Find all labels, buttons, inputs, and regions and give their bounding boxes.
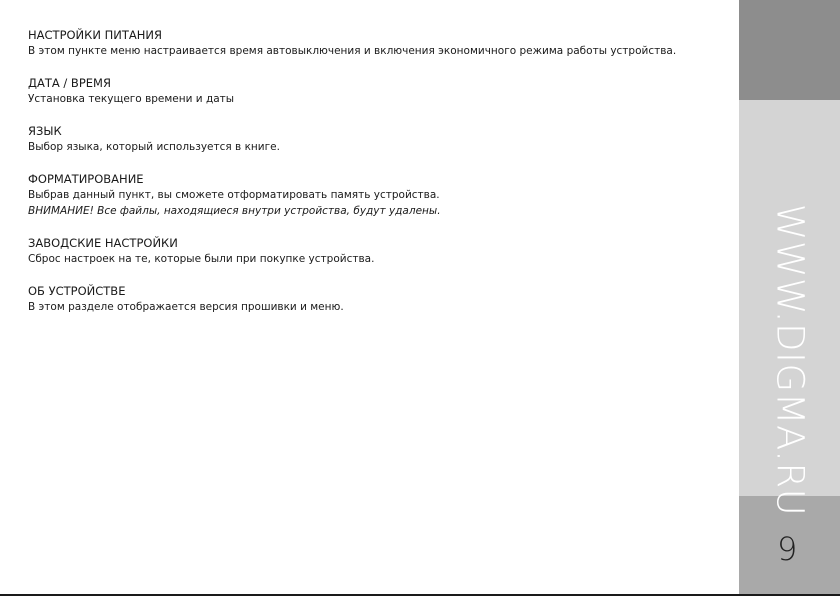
manual-content: [28, 28, 728, 332]
page-number: 9: [777, 530, 798, 568]
section-heading: ЗАВОДСКИЕ НАСТРОЙКИ: [28, 236, 178, 250]
section-heading: ОБ УСТРОЙСТВЕ: [28, 284, 126, 298]
section-heading: ФОРМАТИРОВАНИЕ: [28, 172, 144, 186]
section-text: Выбрав данный пункт, вы сможете отформатировать память устройства.: [28, 189, 440, 201]
section-language: [28, 124, 728, 155]
section-about-device: [28, 284, 728, 315]
warning-text: ВНИМАНИЕ! Все файлы, находящиеся внутри устройства, будут удалены.: [28, 205, 441, 217]
section-text: Сброс настроек на те, которые были при покупке устройства.: [28, 253, 375, 265]
page-sidebar: [739, 0, 840, 596]
section-text: Установка текущего времени и даты: [28, 93, 235, 105]
sidebar-band-top: [739, 0, 840, 100]
section-date-time: [28, 76, 728, 107]
section-heading: ЯЗЫК: [28, 124, 62, 138]
section-text: Выбор языка, который используется в книге.: [28, 141, 280, 153]
section-text: В этом пункте меню настраивается время автовыключения и включения экономичного режима работы устройства.: [28, 45, 677, 57]
section-power-settings: [28, 28, 728, 59]
website-url: WWW.DIGMA.RU: [768, 203, 811, 517]
section-factory-reset: [28, 236, 728, 267]
section-heading: ДАТА / ВРЕМЯ: [28, 76, 111, 90]
section-text: В этом разделе отображается версия прошивки и меню.: [28, 301, 344, 313]
section-formatting: [28, 172, 728, 219]
section-heading: НАСТРОЙКИ ПИТАНИЯ: [28, 28, 162, 42]
